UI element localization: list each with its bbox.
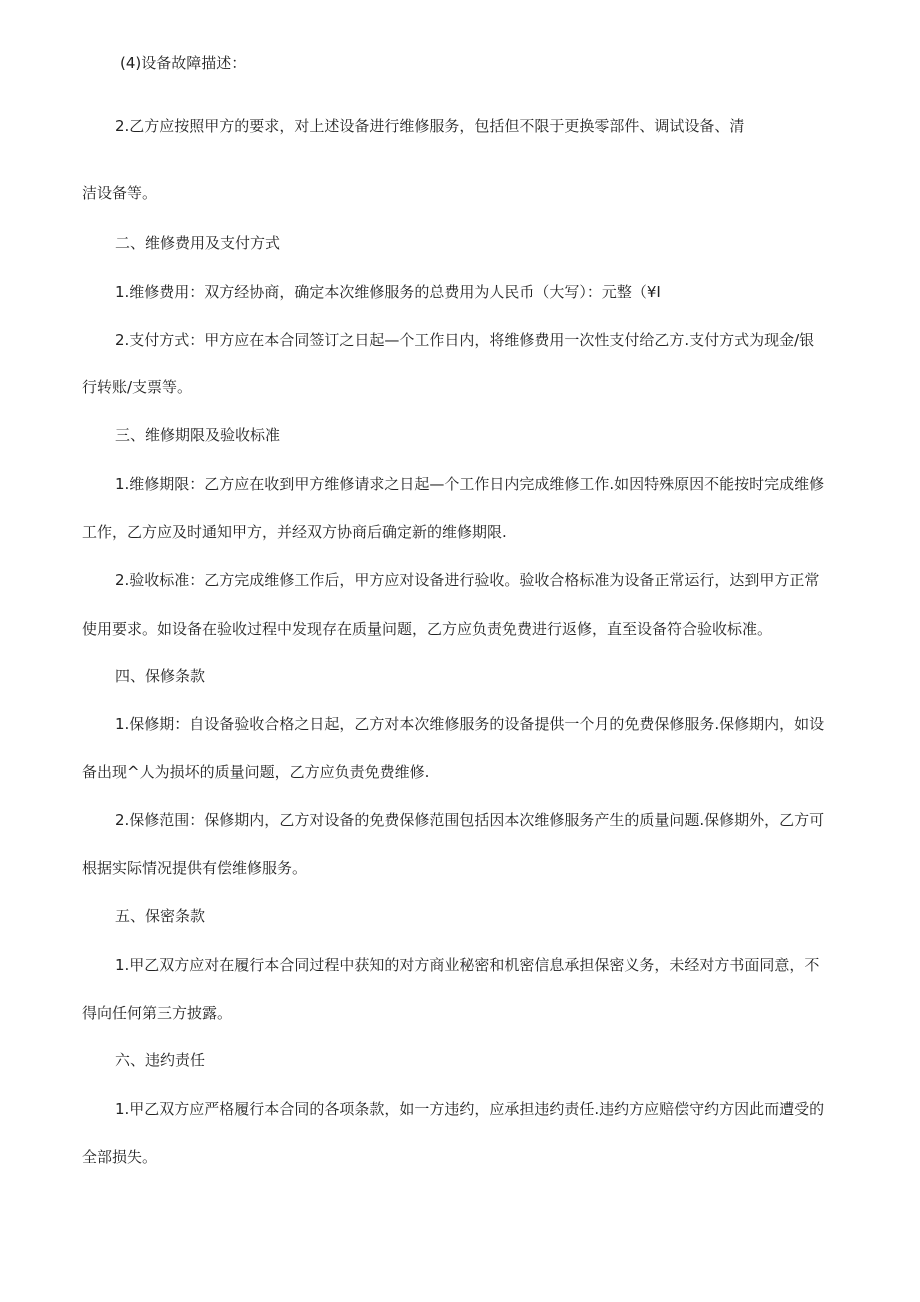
section-heading-text: 三、维修期限及验收标准 bbox=[115, 426, 281, 444]
paragraph-line bbox=[0, 474, 920, 494]
section-heading bbox=[0, 1050, 920, 1070]
paragraph-line bbox=[0, 1099, 920, 1119]
clause-text: 1.保修期：自设备验收合格之日起，乙方对本次维修服务的设备提供一个月的免费保修服务.保修期内，如设 bbox=[115, 715, 825, 733]
paragraph-line bbox=[0, 858, 920, 878]
paragraph-line bbox=[0, 810, 920, 830]
clause-text: 2.支付方式：甲方应在本合同签订之日起—个工作日内，将维修费用一次性支付给乙方.支付方式为现金/银 bbox=[115, 331, 815, 349]
paragraph-line bbox=[0, 1003, 920, 1023]
section-heading bbox=[0, 666, 920, 686]
paragraph-line bbox=[0, 330, 920, 350]
paragraph-line bbox=[0, 53, 920, 73]
paragraph-line bbox=[0, 282, 920, 302]
clause-text: 1.维修费用：双方经协商，确定本次维修服务的总费用为人民币（大写）：元整（¥I bbox=[115, 283, 661, 301]
clause-text: 2.保修范围：保修期内，乙方对设备的免费保修范围包括因本次维修服务产生的质量问题.保修期外，乙方可 bbox=[115, 811, 825, 829]
device-fault-label: (4)设备故障描述： bbox=[120, 54, 247, 72]
clause-text: 洁设备等。 bbox=[82, 184, 158, 202]
clause-text: 2.乙方应按照甲方的要求，对上述设备进行维修服务，包括但不限于更换零部件、调试设备、清 bbox=[115, 117, 745, 135]
paragraph-line bbox=[0, 714, 920, 734]
section-heading bbox=[0, 906, 920, 926]
clause-text: 1.甲乙双方应严格履行本合同的各项条款，如一方违约，应承担违约责任.违约方应赔偿守约方因此而遭受的 bbox=[115, 1100, 825, 1118]
clause-text: 备出现^人为损坏的质量问题，乙方应负责免费维修. bbox=[82, 763, 430, 781]
clause-text: 1.甲乙双方应对在履行本合同过程中获知的对方商业秘密和机密信息承担保密义务，未经对方书面同意，不 bbox=[115, 956, 820, 974]
paragraph-line bbox=[0, 183, 920, 203]
clause-text: 工作，乙方应及时通知甲方，并经双方协商后确定新的维修期限. bbox=[82, 523, 507, 541]
section-heading-text: 六、违约责任 bbox=[115, 1051, 206, 1069]
clause-text: 行转账/支票等。 bbox=[82, 378, 193, 396]
paragraph-line bbox=[0, 570, 920, 590]
clause-text: 得向任何第三方披露。 bbox=[82, 1004, 233, 1022]
section-heading bbox=[0, 425, 920, 445]
paragraph-line bbox=[0, 377, 920, 397]
clause-text: 根据实际情况提供有偿维修服务。 bbox=[82, 859, 308, 877]
section-heading-text: 五、保密条款 bbox=[115, 907, 206, 925]
clause-text: 1.维修期限：乙方应在收到甲方维修请求之日起—个工作日内完成维修工作.如因特殊原因不能按时完成维修 bbox=[115, 475, 825, 493]
clause-text: 使用要求。如设备在验收过程中发现存在质量问题，乙方应负责免费进行返修，直至设备符合验收标准。 bbox=[82, 620, 773, 638]
section-heading-text: 四、保修条款 bbox=[115, 667, 206, 685]
paragraph-line bbox=[0, 1147, 920, 1167]
paragraph-line bbox=[0, 762, 920, 782]
paragraph-line bbox=[0, 619, 920, 639]
paragraph-line bbox=[0, 955, 920, 975]
paragraph-line bbox=[0, 116, 920, 136]
section-heading-text: 二、维修费用及支付方式 bbox=[115, 234, 281, 252]
section-heading bbox=[0, 233, 920, 253]
clause-text: 全部损失。 bbox=[82, 1148, 158, 1166]
clause-text: 2.验收标准：乙方完成维修工作后，甲方应对设备进行验收。验收合格标准为设备正常运行，达到甲方正常 bbox=[115, 571, 820, 589]
paragraph-line bbox=[0, 522, 920, 542]
